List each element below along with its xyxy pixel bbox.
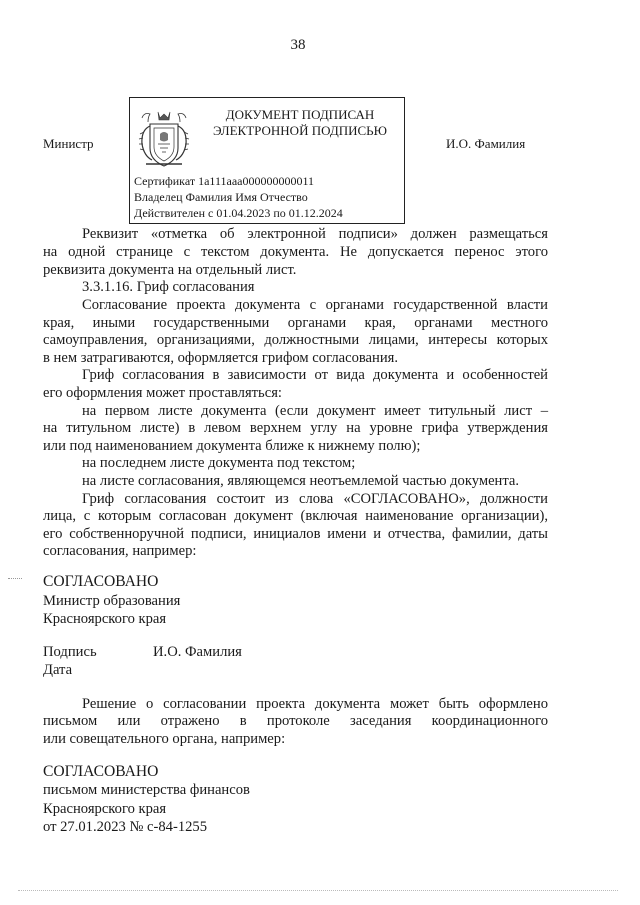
example-heading: СОГЛАСОВАНО	[43, 573, 159, 590]
paragraph-line: Согласование проекта документа с органами государственной власти	[82, 297, 548, 313]
date-label: Дата	[43, 662, 73, 678]
example-line: письмом министерства финансов	[43, 782, 250, 798]
signatory-title: Министр	[43, 136, 94, 151]
signature-name: И.О. Фамилия	[153, 644, 242, 660]
scan-artifact	[18, 890, 618, 893]
paragraph-line: на последнем листе документа под текстом;	[82, 455, 356, 471]
stamp-heading-line2: ЭЛЕКТРОННОЙ ПОДПИСЬЮ	[213, 123, 387, 138]
stamp-validity: Действителен с 01.04.2023 по 01.12.2024	[134, 206, 343, 220]
paragraph-line: согласования, например:	[43, 543, 197, 559]
paragraph-line: на одной странице с текстом документа. Не допускается перенос этого	[43, 244, 548, 260]
example-line: Красноярского края	[43, 611, 167, 627]
paragraph-line: самоуправления, организациями, должностными лицами, интересы которых	[43, 332, 548, 348]
page-number: 38	[290, 37, 306, 53]
paragraph-line: Гриф согласования состоит из слова «СОГЛАСОВАНО», должности	[82, 491, 548, 507]
paragraph-line: Реквизит «отметка об электронной подписи» должен размещаться	[82, 226, 548, 242]
paragraph-line: Гриф согласования в зависимости от вида документа и особенностей	[82, 367, 548, 383]
paragraph-line: или под наименованием документа ближе к нижнему полю);	[43, 438, 421, 454]
paragraph-line: или совещательного органа, например:	[43, 731, 286, 747]
electronic-signature-stamp	[129, 97, 405, 224]
paragraph-line: Решение о согласовании проекта документа может быть оформлено	[82, 696, 548, 712]
coat-of-arms-icon	[136, 104, 192, 170]
stamp-heading-line1: ДОКУМЕНТ ПОДПИСАН	[225, 107, 375, 122]
paragraph-line: края, иными государственными органами края, органами местного	[43, 315, 548, 331]
example-line: Министр образования	[43, 593, 181, 609]
paragraph-line: реквизита документа на отдельный лист.	[43, 262, 297, 278]
section-heading: 3.3.1.16. Гриф согласования	[82, 279, 255, 295]
paragraph-line: лица, с которым согласован документ (включая наименование организации),	[43, 508, 548, 524]
signature-label: Подпись	[43, 644, 97, 660]
paragraph-line: его собственноручной подписи, инициалов имени и отчества, фамилии, даты	[43, 526, 548, 542]
signatory-name: И.О. Фамилия	[446, 136, 526, 151]
example-line: от 27.01.2023 № с-84-1255	[43, 819, 208, 835]
stamp-certificate: Сертификат 1а111ааа000000000011	[134, 174, 315, 188]
paragraph-line: в нем затрагиваются, оформляется грифом согласования.	[43, 350, 399, 366]
example-line: Красноярского края	[43, 801, 167, 817]
scan-artifact	[8, 578, 22, 581]
paragraph-line: на титульном листе) в левом верхнем углу на уровне грифа утверждения	[43, 420, 548, 436]
paragraph-line: на первом листе документа (если документ имеет титульный лист –	[82, 403, 548, 419]
paragraph-line: его оформления может проставляться:	[43, 385, 282, 401]
paragraph-line: письмом или отражено в протоколе заседания координационного	[43, 713, 548, 729]
stamp-owner: Владелец Фамилия Имя Отчество	[134, 190, 308, 204]
example-heading: СОГЛАСОВАНО	[43, 763, 159, 780]
paragraph-line: на листе согласования, являющемся неотъемлемой частью документа.	[82, 473, 520, 489]
